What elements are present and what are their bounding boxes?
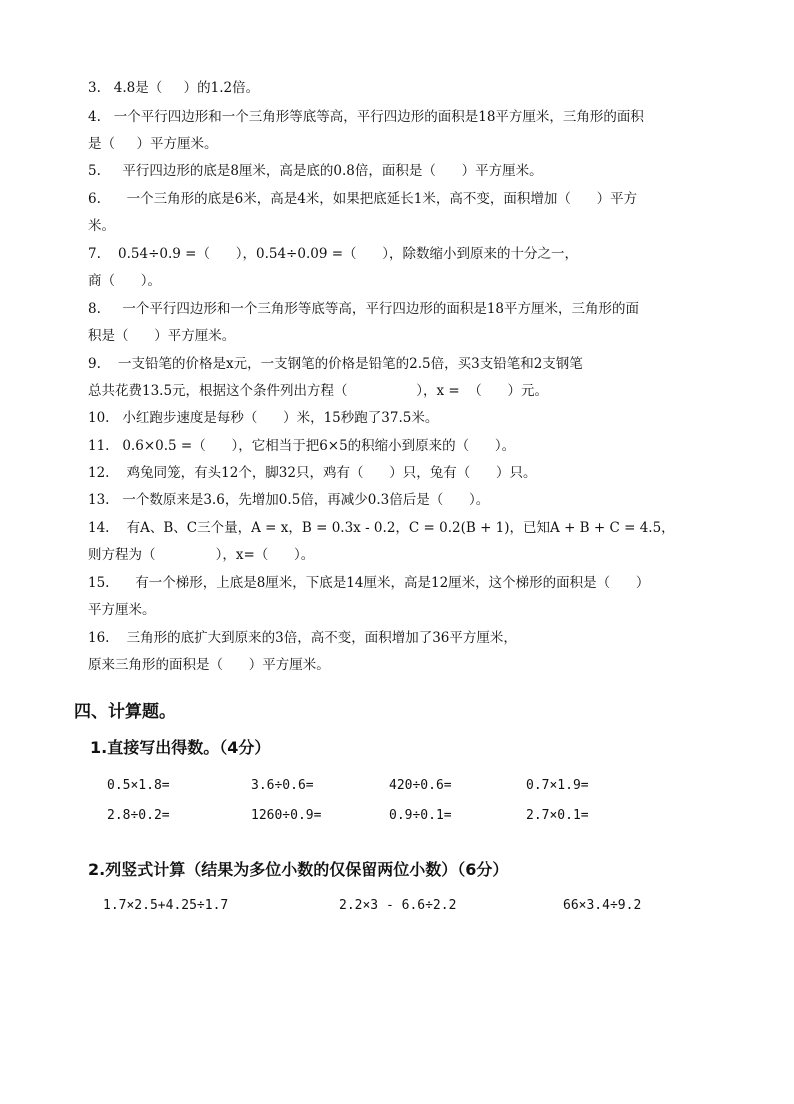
question-4-line-2: 是（ ）平方厘米。 xyxy=(88,136,218,152)
question-9-line-2: 总共花费13.5元，根据这个条件列出方程（ ），x = （ ）元。 xyxy=(88,383,549,399)
part-1-title: 1.直接写出得数。（4分） xyxy=(90,738,271,757)
question-7-line-1: 7. 0.54÷0.9 =（ ），0.54÷0.09 =（ ），除数缩小到原来的十分之一， xyxy=(88,246,579,262)
calc-row1-item3: 420÷0.6= xyxy=(389,778,452,793)
calc-row2-item3: 0.9÷0.1= xyxy=(389,808,452,823)
question-8-line-1: 8. 一个平行四边形和一个三角形等底等高，平行四边形的面积是18平方厘米，三角形的面 xyxy=(88,301,640,317)
question-10-line-1: 10. 小红跑步速度是每秒（ ）米，15秒跑了37.5米。 xyxy=(88,410,439,426)
question-6-line-2: 米。 xyxy=(88,218,115,234)
calc-row2-item1: 2.8÷0.2= xyxy=(107,808,170,823)
question-14-line-2: 则方程为（ ），x=（ ）。 xyxy=(88,547,315,563)
question-6-line-1: 6. 一个三角形的底是6米，高是4米，如果把底延长1米，高不变，面积增加（ ）平方 xyxy=(88,191,638,207)
question-8-line-2: 积是（ ）平方厘米。 xyxy=(88,328,236,344)
calc-row1-item4: 0.7×1.9= xyxy=(526,778,589,793)
vertical-calc-item3: 66×3.4÷9.2 xyxy=(563,898,642,913)
calc-row1-item2: 3.6÷0.6= xyxy=(251,778,314,793)
question-15-line-1: 15. 有一个梯形，上底是8厘米，下底是14厘米，高是12厘米，这个梯形的面积是（ ） xyxy=(88,575,650,591)
question-5-line-1: 5. 平行四边形的底是8厘米，高是底的0.8倍，面积是（ ）平方厘米。 xyxy=(88,163,543,179)
calc-row2-item2: 1260÷0.9= xyxy=(251,808,322,823)
question-7-line-2: 商（ ）。 xyxy=(88,273,161,289)
question-3-line-1: 3. 4.8是（ ）的1.2倍。 xyxy=(88,80,260,96)
vertical-calc-item2: 2.2×3 - 6.6÷2.2 xyxy=(339,898,457,913)
calc-row1-item1: 0.5×1.8= xyxy=(107,778,170,793)
question-16-line-2: 原来三角形的面积是（ ）平方厘米。 xyxy=(88,657,330,673)
question-11-line-1: 11. 0.6×0.5 =（ ），它相当于把6×5的积缩小到原来的（ ）。 xyxy=(88,438,516,454)
question-14-line-1: 14. 有A、B、C三个量，A = x，B = 0.3x - 0.2，C = 0.2(B + 1)，已知A + B + C = 4.5， xyxy=(88,520,675,536)
section-4-title: 四、计算题。 xyxy=(74,702,176,722)
question-12-line-1: 12. 鸡兔同笼，有头12个，脚32只，鸡有（ ）只，兔有（ ）只。 xyxy=(88,465,537,481)
part-2-title: 2.列竖式计算（结果为多位小数的仅保留两位小数）（6分） xyxy=(88,860,509,879)
vertical-calc-item1: 1.7×2.5+4.25÷1.7 xyxy=(103,898,229,913)
question-4-line-1: 4. 一个平行四边形和一个三角形等底等高，平行四边形的面积是18平方厘米，三角形的面积 xyxy=(88,109,644,125)
question-15-line-2: 平方厘米。 xyxy=(88,602,156,618)
question-13-line-1: 13. 一个数原来是3.6，先增加0.5倍，再减少0.3倍后是（ ）。 xyxy=(88,492,490,508)
question-9-line-1: 9. 一支铅笔的价格是x元，一支钢笔的价格是铅笔的2.5倍，买3支铅笔和2支钢笔 xyxy=(88,356,583,372)
calc-row2-item4: 2.7×0.1= xyxy=(526,808,589,823)
question-16-line-1: 16. 三角形的底扩大到原来的3倍，高不变，面积增加了36平方厘米， xyxy=(88,630,517,646)
